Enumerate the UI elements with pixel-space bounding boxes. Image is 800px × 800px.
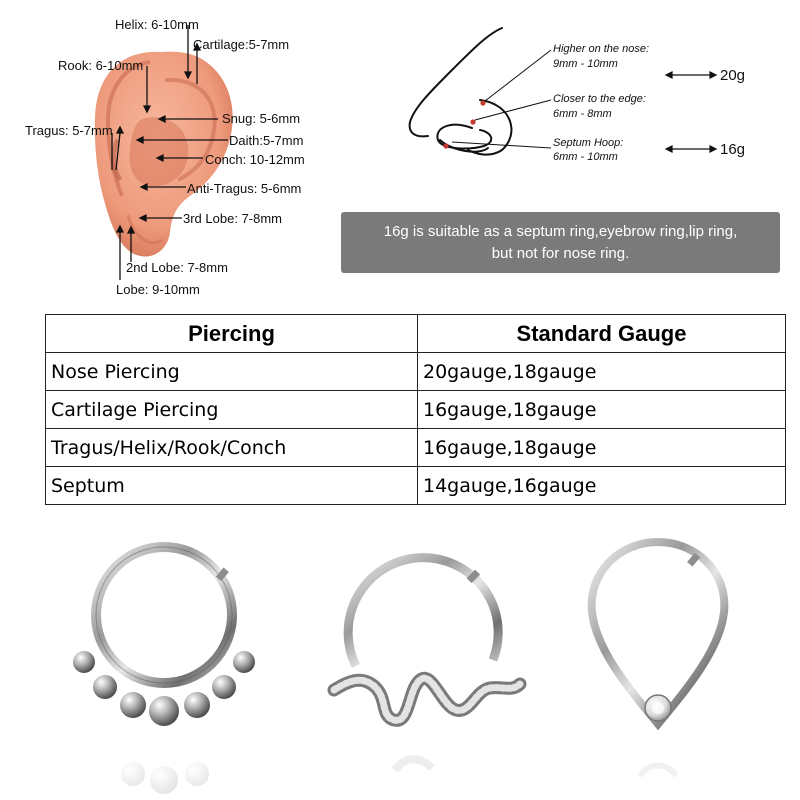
cell-piercing: Septum	[46, 467, 418, 505]
cell-gauge: 16gauge,18gauge	[418, 391, 786, 429]
cell-piercing: Tragus/Helix/Rook/Conch	[46, 429, 418, 467]
cell-gauge: 14gauge,16gauge	[418, 467, 786, 505]
gauge-16g: 16g	[720, 141, 746, 158]
table-row	[46, 467, 786, 505]
label-lobe: Lobe: 9-10mm	[116, 282, 200, 297]
beaded-ring-image	[73, 547, 255, 794]
cell-gauge: 16gauge,18gauge	[418, 429, 786, 467]
ear-diagram	[0, 0, 340, 305]
label-septum-title: Septum Hoop:	[553, 137, 624, 149]
table-header-row	[46, 315, 786, 353]
label-tragus: Tragus: 5-7mm	[25, 123, 113, 138]
teardrop-ring-image	[592, 542, 725, 776]
cell-gauge: 20gauge,18gauge	[418, 353, 786, 391]
note-line-2: but not for nose ring.	[491, 244, 630, 262]
cell-piercing: Cartilage Piercing	[46, 391, 418, 429]
label-daith: Daith:5-7mm	[229, 133, 304, 148]
snake-ring-image	[334, 558, 520, 770]
header-standard-gauge: Standard Gauge	[418, 315, 786, 353]
cell-piercing: Nose Piercing	[46, 353, 418, 391]
note-line-1: 16g is suitable as a septum ring,eyebrow ring,lip ring,	[383, 222, 738, 240]
label-rook: Rook: 6-10mm	[58, 58, 144, 73]
label-third-lobe: 3rd Lobe: 7-8mm	[183, 211, 282, 226]
gauge-note	[341, 212, 780, 273]
table-row	[46, 353, 786, 391]
label-higher-range: 9mm - 10mm	[553, 58, 618, 70]
label-helix: Helix: 6-10mm	[115, 17, 199, 32]
label-edge-range: 6mm - 8mm	[553, 108, 612, 120]
label-snug: Snug: 5-6mm	[222, 111, 301, 126]
nose-diagram	[380, 0, 800, 205]
table-row	[46, 429, 786, 467]
table-row	[46, 391, 786, 429]
label-higher-title: Higher on the nose:	[553, 43, 650, 55]
label-conch: Conch: 10-12mm	[205, 152, 305, 167]
label-second-lobe: 2nd Lobe: 7-8mm	[126, 260, 228, 275]
label-septum-range: 6mm - 10mm	[553, 151, 618, 163]
gauge-table	[45, 314, 786, 505]
gauge-20g: 20g	[720, 67, 746, 84]
label-anti-tragus: Anti-Tragus: 5-6mm	[187, 181, 302, 196]
product-images	[0, 530, 800, 800]
header-piercing: Piercing	[46, 315, 418, 353]
label-edge-title: Closer to the edge:	[553, 93, 646, 105]
label-cartilage: Cartilage:5-7mm	[193, 37, 290, 52]
